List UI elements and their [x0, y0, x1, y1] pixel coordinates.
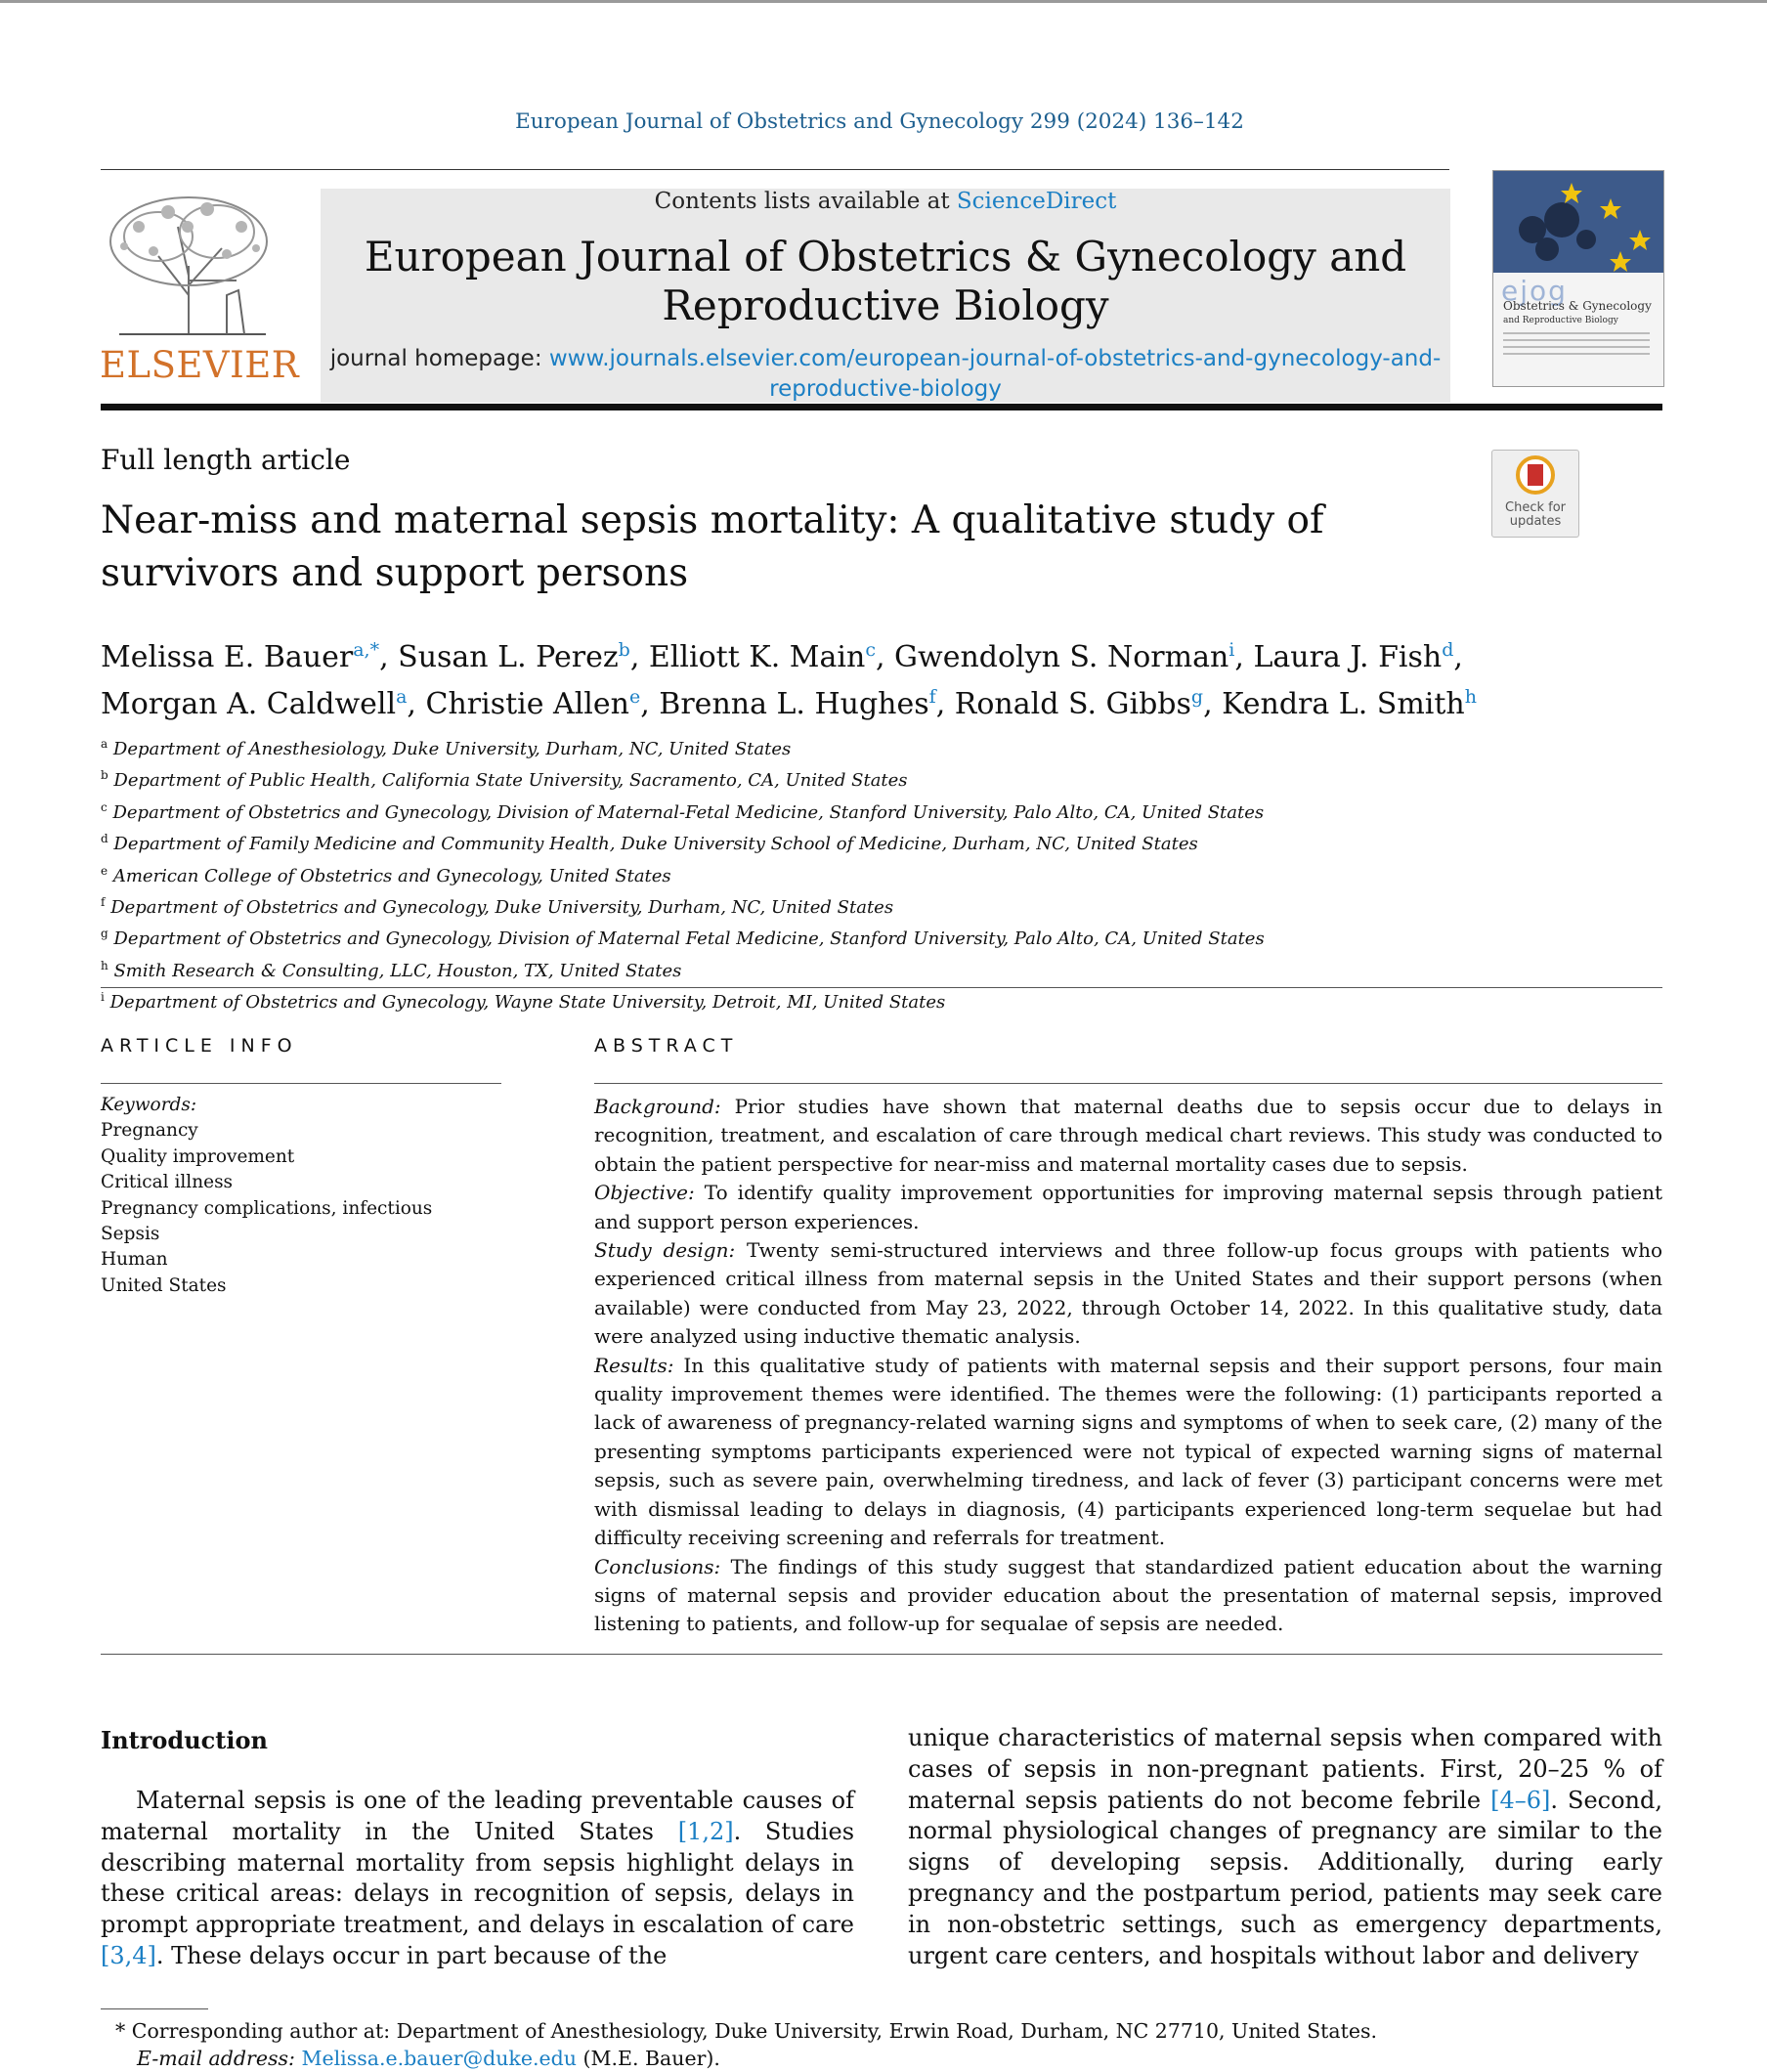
keyword: Critical illness [101, 1172, 234, 1193]
affiliation [101, 795, 1371, 826]
affiliation [101, 953, 1371, 984]
author[interactable] [1222, 687, 1477, 721]
abstract-conclusions [594, 1553, 1662, 1639]
affiliation-key: c [101, 799, 108, 814]
abstract-text: Twenty semi-structured interviews and three follow-up focus groups with patients who experienced critical illness from maternal sepsis in the United States and their support persons (when available) were conducted from May 23, 2022, through October 14, 2022. In this qualitative study, data were analyzed using inductive thematic analysis. [594, 1238, 1662, 1349]
author-name: Christie Allen [425, 687, 629, 721]
citation-link[interactable]: [4–6] [1490, 1786, 1551, 1814]
body-text: unique characteristics of maternal sepsis when compared with cases of sepsis in non-pregnant patients. First, 20–25 % of maternal sepsis patients do not become febrile [908, 1724, 1662, 1814]
author-name: Susan L. Perez [398, 640, 619, 674]
abstract-label: Study design: [594, 1238, 736, 1263]
affiliation-key: i [101, 990, 105, 1005]
affiliation-text: Department of Obstetrics and Gynecology, Division of Maternal Fetal Medicine, Stanford University, Palo Alto, CA, United States [113, 928, 1265, 950]
introduction-heading: Introduction [101, 1726, 268, 1754]
homepage-label: journal homepage: [329, 346, 549, 371]
affiliation-key: b [101, 768, 108, 783]
author-name: Kendra L. Smith [1222, 687, 1465, 721]
author-name: Ronald S. Gibbs [954, 687, 1191, 721]
abstract-text: Prior studies have shown that maternal deaths due to sepsis occur due to delays in recognition, treatment, and escalation of care through medical chart reviews. This study was conducted to obtain the patient perspective for near-miss and maternal mortality cases due to sepsis. [594, 1095, 1662, 1176]
affiliation-list [101, 731, 1371, 1016]
affiliation [101, 984, 1371, 1015]
author-affil-sup[interactable]: e [628, 686, 641, 708]
cover-title [1503, 300, 1652, 327]
abstract-body [594, 1093, 1662, 1639]
author-name: Elliott K. Main [648, 640, 866, 674]
author-affil-sup[interactable]: c [865, 639, 876, 661]
elsevier-tree-icon [100, 188, 278, 344]
top-border [0, 0, 1767, 3]
affiliation [101, 731, 1371, 762]
journal-citation[interactable]: European Journal of Obstetrics and Gynecology 299 (2024) 136–142 [515, 109, 1244, 134]
abstract-objective [594, 1179, 1662, 1236]
author-sep: , [875, 640, 895, 674]
author[interactable] [659, 687, 935, 721]
citation-link[interactable]: [3,4] [101, 1941, 156, 1969]
abstract-results [594, 1352, 1662, 1553]
keyword: Quality improvement [101, 1145, 295, 1167]
contents-prefix: Contents lists available at [654, 189, 957, 214]
author-name: Morgan A. Caldwell [101, 687, 397, 721]
affiliation-key: f [101, 895, 106, 910]
author-sep: , [1234, 640, 1254, 674]
author[interactable] [398, 640, 630, 674]
affiliation-text: Department of Family Medicine and Community Health, Duke University School of Medicine, Durham, NC, United States [113, 834, 1198, 855]
keywords-label: Keywords: [101, 1095, 197, 1115]
author-name: Brenna L. Hughes [659, 687, 929, 721]
introduction-left-column [101, 1786, 854, 1972]
affiliation [101, 826, 1371, 857]
keyword: Sepsis [101, 1224, 160, 1245]
article-title: Near-miss and maternal sepsis mortality: A qualitative study of survivors and support persons [101, 498, 1324, 595]
author-affil-sup[interactable]: b [618, 639, 630, 661]
cover-title-text: Obstetrics & Gynecology [1503, 299, 1652, 313]
affiliation-text: American College of Obstetrics and Gynecology, United States [112, 865, 671, 886]
author[interactable] [649, 640, 876, 674]
header-thick-rule [101, 404, 1662, 410]
cover-logo-text: ejog [1501, 275, 1568, 307]
header-rule [101, 169, 1449, 170]
affiliation [101, 889, 1371, 921]
footnote-rule [101, 2008, 208, 2009]
affiliation-text: Smith Research & Consulting, LLC, Houston, TX, United States [113, 960, 682, 981]
abstract-label: Conclusions: [594, 1554, 721, 1578]
affiliation-text: Department of Obstetrics and Gynecology, Division of Maternal-Fetal Medicine, Stanford University, Palo Alto, CA, United States [112, 801, 1265, 823]
homepage-url-line1[interactable]: www.journals.elsevier.com/european-journal-of-obstetrics-and-gynecology-and- [548, 346, 1442, 371]
affiliation-key: g [101, 927, 108, 941]
publisher-name: ELSEVIER [100, 344, 300, 386]
affiliation-rule [101, 987, 1662, 988]
abstract-background [594, 1093, 1662, 1179]
article-info-rule [101, 1083, 501, 1084]
abstract-label: Objective: [594, 1181, 695, 1205]
author-affil-sup[interactable]: g [1190, 686, 1204, 708]
keyword: United States [101, 1274, 227, 1296]
author-affil-sup[interactable]: d [1442, 639, 1454, 661]
check-updates-label: Check for updates [1505, 500, 1566, 529]
email-link[interactable]: Melissa.e.bauer@duke.edu [301, 2047, 577, 2070]
cover-subtitle-text: and Reproductive Biology [1503, 316, 1618, 325]
author-list [101, 630, 1488, 724]
author[interactable] [955, 687, 1203, 721]
abstract-label: Results: [594, 1353, 674, 1377]
author-name: Laura J. Fish [1253, 640, 1443, 674]
journal-banner [321, 189, 1450, 403]
author-sep: , [407, 687, 426, 721]
affiliation-key: a [101, 737, 108, 751]
bookmark-icon [1528, 464, 1543, 486]
abstract-text: The findings of this study suggest that standardized patient education about the warning signs of maternal sepsis and provider education about the presentation of maternal sepsis, improved listening to patients, and follow-up for sequalae of sepsis are needed. [594, 1554, 1662, 1636]
author-sep: , [935, 687, 955, 721]
journal-name: European Journal of Obstetrics & Gynecology and Reproductive Biology [364, 233, 1407, 329]
author-affil-sup[interactable]: a,* [353, 639, 380, 661]
author-affil-sup[interactable]: f [928, 686, 936, 708]
author-affil-sup[interactable]: h [1464, 686, 1478, 708]
keywords-list [101, 1093, 511, 1299]
cover-text-lines [1503, 332, 1650, 360]
author-sep: , [379, 640, 399, 674]
body-text: . Second, normal physiological changes of pregnancy are similar to the signs of developing sepsis. Additionally, during early pregnancy and the postpartum period, patients may seek care in non-obstetric settings, such as emergency departments, urgent care centers, and hospitals without labor and delivery [908, 1786, 1662, 1969]
contents-line [321, 189, 1450, 214]
author[interactable] [894, 640, 1234, 674]
author-name: Melissa E. Bauer [101, 640, 354, 674]
author-sep: , [1203, 687, 1223, 721]
author[interactable] [101, 640, 379, 674]
abstract-rule [594, 1083, 1662, 1084]
author-affil-sup[interactable]: a [396, 686, 408, 708]
author-name: Gwendolyn S. Norman [894, 640, 1229, 674]
body-text: . Studies describing maternal mortality from sepsis highlight delays in these critical areas: delays in recognition of sepsis, delays in prompt appropriate treatment, and delays in escalation of care [101, 1817, 855, 1939]
cover-image [1493, 171, 1663, 273]
email-suffix: (M.E. Bauer). [576, 2047, 720, 2070]
article-type: Full length article [101, 444, 351, 476]
affiliation-key: e [101, 863, 108, 878]
journal-homepage [321, 344, 1450, 405]
citation-link[interactable]: [1,2] [677, 1817, 734, 1845]
journal-cover[interactable] [1492, 170, 1664, 387]
body-text: Maternal sepsis is one of the leading preventable causes of maternal mortality in the United States [101, 1787, 854, 1845]
author[interactable] [425, 687, 640, 721]
author-affil-sup[interactable]: i [1228, 639, 1235, 661]
author[interactable] [1253, 640, 1453, 674]
affiliation-text: Department of Obstetrics and Gynecology, Wayne State University, Detroit, MI, United States [109, 992, 946, 1014]
affiliation-text: Department of Anesthesiology, Duke University, Durham, NC, United States [112, 739, 792, 759]
keyword: Pregnancy complications, infectious [101, 1197, 433, 1219]
sciencedirect-link[interactable]: ScienceDirect [956, 189, 1117, 214]
affiliation-key: d [101, 832, 108, 846]
affiliation-text: Department of Obstetrics and Gynecology, Duke University, Durham, NC, United States [110, 897, 894, 919]
author-sep: , [629, 640, 649, 674]
homepage-url-line2[interactable]: reproductive-biology [769, 376, 1002, 402]
email-line [115, 2045, 1630, 2072]
keyword: Human [101, 1249, 168, 1271]
author[interactable] [101, 687, 407, 721]
check-for-updates-button[interactable] [1491, 450, 1579, 538]
abstract-study-design [594, 1236, 1662, 1352]
abstract-label: Background: [594, 1095, 721, 1118]
affiliation [101, 762, 1371, 794]
corresponding-author-note: * Corresponding author at: Department of Anesthesiology, Duke University, Erwin Road, Durham, NC 27710, United States. [115, 2019, 1378, 2043]
abstract-heading: ABSTRACT [594, 1035, 739, 1057]
footnote [115, 2017, 1630, 2072]
body-text: . These delays occur in part because of the [155, 1941, 668, 1969]
affiliation [101, 921, 1371, 952]
author-sep: , [1453, 640, 1463, 674]
cover-stars-icon [1493, 171, 1663, 273]
keyword: Pregnancy [101, 1120, 198, 1142]
author-sep: , [640, 687, 660, 721]
abstract-text: In this qualitative study of patients with maternal sepsis and their support persons, four main quality improvement themes were identified. The themes were the following: (1) participants reported a lack of awareness of pregnancy-related warning signs and symptoms of when to seek care, (2) many of the presenting symptoms participants experienced were not typical of expected warning signs of maternal sepsis, such as severe pain, overwhelming tiredness, and lack of fever (3) participant concerns were met with dismissal leading to delays in diagnosis, (4) participants experienced long-term sequelae but had difficulty receiving screening and referrals for treatment. [594, 1353, 1662, 1550]
affiliation-key: h [101, 958, 108, 972]
abstract-text: To identify quality improvement opportunities for improving maternal sepsis through patient and support person experiences. [594, 1181, 1662, 1233]
email-label: E-mail address: [137, 2047, 295, 2070]
elsevier-logo [100, 188, 300, 391]
affiliation [101, 858, 1371, 889]
affiliation-text: Department of Public Health, California State University, Sacramento, CA, United States [113, 770, 908, 792]
abstract-end-rule [101, 1654, 1662, 1655]
introduction-right-column [908, 1723, 1662, 1971]
article-info-heading: ARTICLE INFO [101, 1035, 298, 1057]
